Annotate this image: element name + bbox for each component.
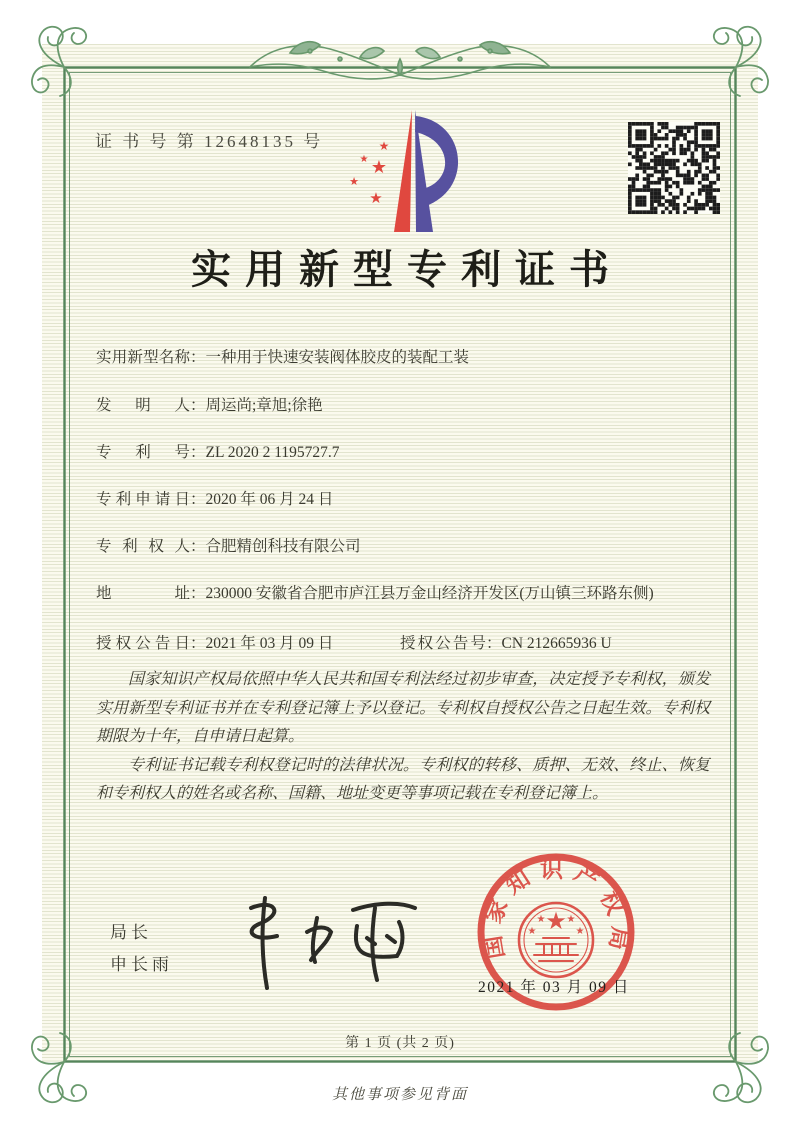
field-colon: ：	[190, 538, 206, 555]
field-colon: ：	[190, 491, 206, 508]
svg-text:★: ★	[575, 926, 585, 937]
cnipa-logo	[330, 100, 480, 240]
field-label: 专利申请日	[96, 491, 190, 508]
svg-text:★: ★	[369, 189, 383, 207]
field-value: 一种用于快速安装阀体胶皮的装配工装	[205, 349, 470, 366]
field-label: 授权公告日	[96, 635, 190, 652]
signature	[225, 880, 425, 995]
field-value: 2020 年 06 月 24 日	[205, 491, 334, 508]
grant-number-value: CN 212665936 U	[501, 635, 612, 652]
field-patentee	[96, 535, 708, 558]
officer-name: 申长雨	[110, 955, 173, 974]
field-value: 合肥精创科技有限公司	[205, 538, 361, 555]
svg-text:★: ★	[527, 926, 537, 937]
national-emblem	[519, 903, 593, 977]
field-value: ZL 2020 2 1195727.7	[205, 444, 340, 461]
field-label: 地址	[96, 585, 190, 602]
svg-text:★: ★	[545, 907, 567, 935]
field-inventors	[96, 394, 708, 417]
field-value: 230000 安徽省合肥市庐江县万金山经济开发区(万山镇三环路东侧)	[205, 585, 654, 602]
certificate-number: 证 书 号 第 12648135 号	[95, 132, 324, 151]
seal-date: 2021 年 03 月 09 日	[478, 979, 630, 996]
svg-text:★: ★	[536, 914, 546, 925]
field-utility-model-name	[96, 346, 708, 369]
officer-title: 局长	[110, 923, 152, 942]
field-label: 发明人	[96, 397, 190, 414]
field-grant-row	[96, 632, 708, 655]
seal-text: 国家知识产权局	[478, 856, 634, 961]
page-number: 第 1 页 (共 2 页)	[345, 1036, 455, 1051]
certificate-title: 实用新型专利证书	[191, 247, 623, 292]
field-label: 专利权人	[96, 538, 190, 555]
qr-code	[628, 122, 720, 214]
logo-stars	[349, 139, 389, 207]
field-label: 专利号	[96, 444, 190, 461]
svg-text:★: ★	[566, 914, 576, 925]
svg-text:★: ★	[378, 139, 390, 153]
field-colon: ：	[190, 585, 206, 602]
field-filing-date	[96, 488, 708, 511]
svg-text:★: ★	[359, 154, 369, 165]
svg-text:★: ★	[349, 175, 359, 188]
svg-text:★: ★	[370, 157, 388, 178]
grant-date-value: 2021 年 03 月 09 日	[205, 635, 334, 652]
field-colon: ：	[190, 444, 206, 461]
grant-number-group	[400, 632, 700, 655]
field-colon: ：	[190, 397, 206, 414]
field-label: 实用新型名称	[96, 349, 190, 366]
field-address	[96, 582, 708, 605]
legal-paragraph-2: 专利证书记载专利权登记时的法律状况。专利权的转移、质押、无效、终止、恢复和专利权人的姓名或名称、国籍、地址变更等事项记载在专利登记簿上。	[96, 756, 710, 802]
field-label: 授权公告号	[400, 635, 486, 652]
field-colon: ：	[190, 349, 206, 366]
field-value: 周运尚;章旭;徐艳	[205, 397, 323, 414]
field-patent-number	[96, 441, 708, 464]
field-colon: ：	[486, 635, 502, 652]
legal-paragraph-1: 国家知识产权局依照中华人民共和国专利法经过初步审查，决定授予专利权，颁发实用新型专利证书并在专利登记簿上予以登记。专利权自授权公告之日起生效。专利权期限为十年，自申请日起算。	[96, 671, 710, 745]
field-colon: ：	[190, 635, 206, 652]
back-side-note: 其他事项参见背面	[331, 1087, 468, 1103]
legal-text	[96, 666, 710, 809]
